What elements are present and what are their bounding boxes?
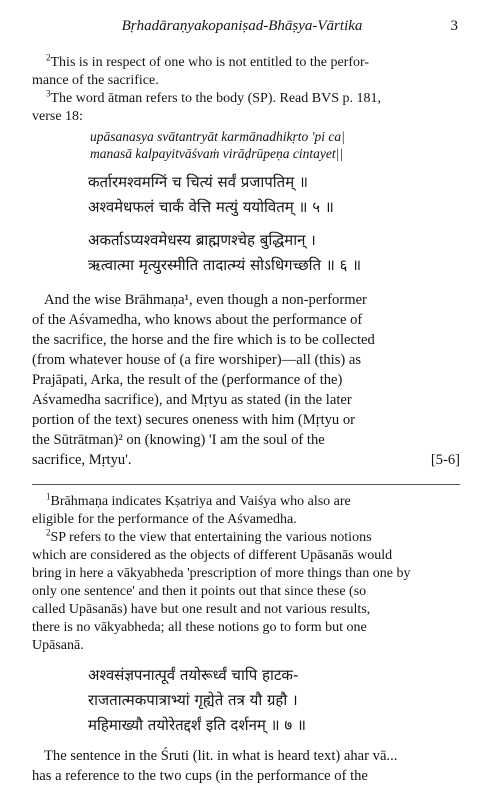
footnote-line: only one sentence' and then it points out that since these (so	[32, 584, 367, 599]
footnote-2-top	[32, 54, 460, 90]
footnote-divider	[32, 484, 460, 485]
paragraph-line: has a reference to the two cups (in the performance of the	[32, 768, 368, 784]
paragraph-line: (from whatever house of (a fire worshiper)—all (this) as	[32, 352, 362, 368]
footnote-line: bring in here a vākyabheda 'prescription of more things than one by	[32, 566, 411, 581]
footnote-line: This is in respect of one who is not entitled to the perfor-	[50, 55, 370, 70]
page-body	[32, 54, 460, 786]
quote-line: manasā kalpayitvāśvaṁ virāḍrūpeṇa cintayet||	[90, 146, 343, 161]
paragraph-line: the Sūtrātman)² on (knowing) 'I am the soul of the	[32, 432, 325, 448]
paragraph-line: Aśvamedha sacrifice), and Mṛtyu as stated (in the later	[32, 392, 352, 408]
footnote-2-bottom	[32, 529, 460, 655]
footnote-mark: 2	[46, 52, 51, 63]
footnote-mark: 2	[46, 527, 51, 538]
sanskrit-verse-5	[32, 170, 460, 220]
sanskrit-verse-6	[32, 228, 460, 278]
footnote-line: SP refers to the view that entertaining the various notions	[50, 530, 372, 545]
footnote-line: called Upāsanās) have but one result and not various results,	[32, 602, 371, 617]
verse-line: ऋत्वात्मा मृत्युरस्मीति तादात्म्यं सोऽधिगच्छति ॥ ६ ॥	[88, 256, 362, 274]
footnote-line: mance of the sacrifice.	[32, 73, 159, 88]
paragraph-line: Prajāpati, Arka, the result of the (performance of the)	[32, 372, 343, 388]
quoted-verse	[90, 128, 460, 162]
footnote-line: Upāsanā.	[32, 638, 84, 653]
page-number: 3	[450, 18, 458, 34]
paragraph-line: the sacrifice, the horse and the fire which is to be collected	[32, 332, 375, 348]
paragraph-line: The sentence in the Śruti (lit. in what is heard text) ahar vā...	[44, 748, 398, 764]
translation-paragraph	[32, 290, 460, 470]
footnote-line: there is no vākyabheda; all these notions go to form but one	[32, 620, 367, 635]
footnote-line: Brāhmaṇa indicates Kṣatriya and Vaiśya who also are	[50, 494, 351, 509]
quote-line: upāsanasya svātantryāt karmānadhikṛto 'pi ca|	[90, 129, 345, 144]
paragraph-line: of the Aśvamedha, who knows about the performance of	[32, 312, 363, 328]
verse-line: कर्तारमश्वमग्निं च चित्यं सर्वं प्रजापतिम् ॥	[88, 173, 308, 191]
verse-line: अश्वसंज्ञपनात्पूर्वं तयोरूर्ध्वं चापि हाटक-	[88, 666, 299, 684]
verse-line: महिमाख्यौ तयोरेतद्दर्शं इति दर्शनम् ॥ ७ ॥	[88, 716, 306, 734]
footnote-line: eligible for the performance of the Aśvamedha.	[32, 512, 297, 527]
footnote-mark: 3	[46, 88, 51, 99]
paragraph-line: portion of the text) secures oneness with him (Mṛtyu or	[32, 412, 356, 428]
verse-line: राजतात्मकपात्राभ्यां गृह्येते तत्र यौ ग्रहौ ।	[88, 691, 298, 709]
running-header-title: Bṛhadāraṇyakopaniṣad-Bhāṣya-Vārtika	[121, 18, 363, 34]
footnote-line: The word ātman refers to the body (SP). Read BVS p. 181,	[50, 91, 381, 106]
footnote-3-top	[32, 90, 460, 126]
paragraph-line: sacrifice, Mṛtyu'.	[32, 452, 132, 468]
verse-line: अश्वमेधफलं चार्कं वेत्ति मत्युं ययोवितम् ॥ ५ ॥	[88, 198, 334, 216]
footnote-1-bottom	[32, 493, 460, 529]
footnote-line: verse 18:	[32, 109, 83, 124]
footnote-mark: 1	[46, 491, 51, 502]
paragraph-line: And the wise Brāhmaṇa¹, even though a non-performer	[44, 292, 367, 308]
verse-reference: [5-6]	[430, 452, 460, 468]
sanskrit-verse-7	[32, 663, 460, 738]
verse-line: अकर्ताऽप्यश्वमेधस्य ब्राह्मणश्चेह बुद्धिमान् ।	[88, 231, 316, 249]
footnote-line: which are considered as the objects of different Upāsanās would	[32, 548, 393, 563]
closing-paragraph	[32, 746, 460, 786]
